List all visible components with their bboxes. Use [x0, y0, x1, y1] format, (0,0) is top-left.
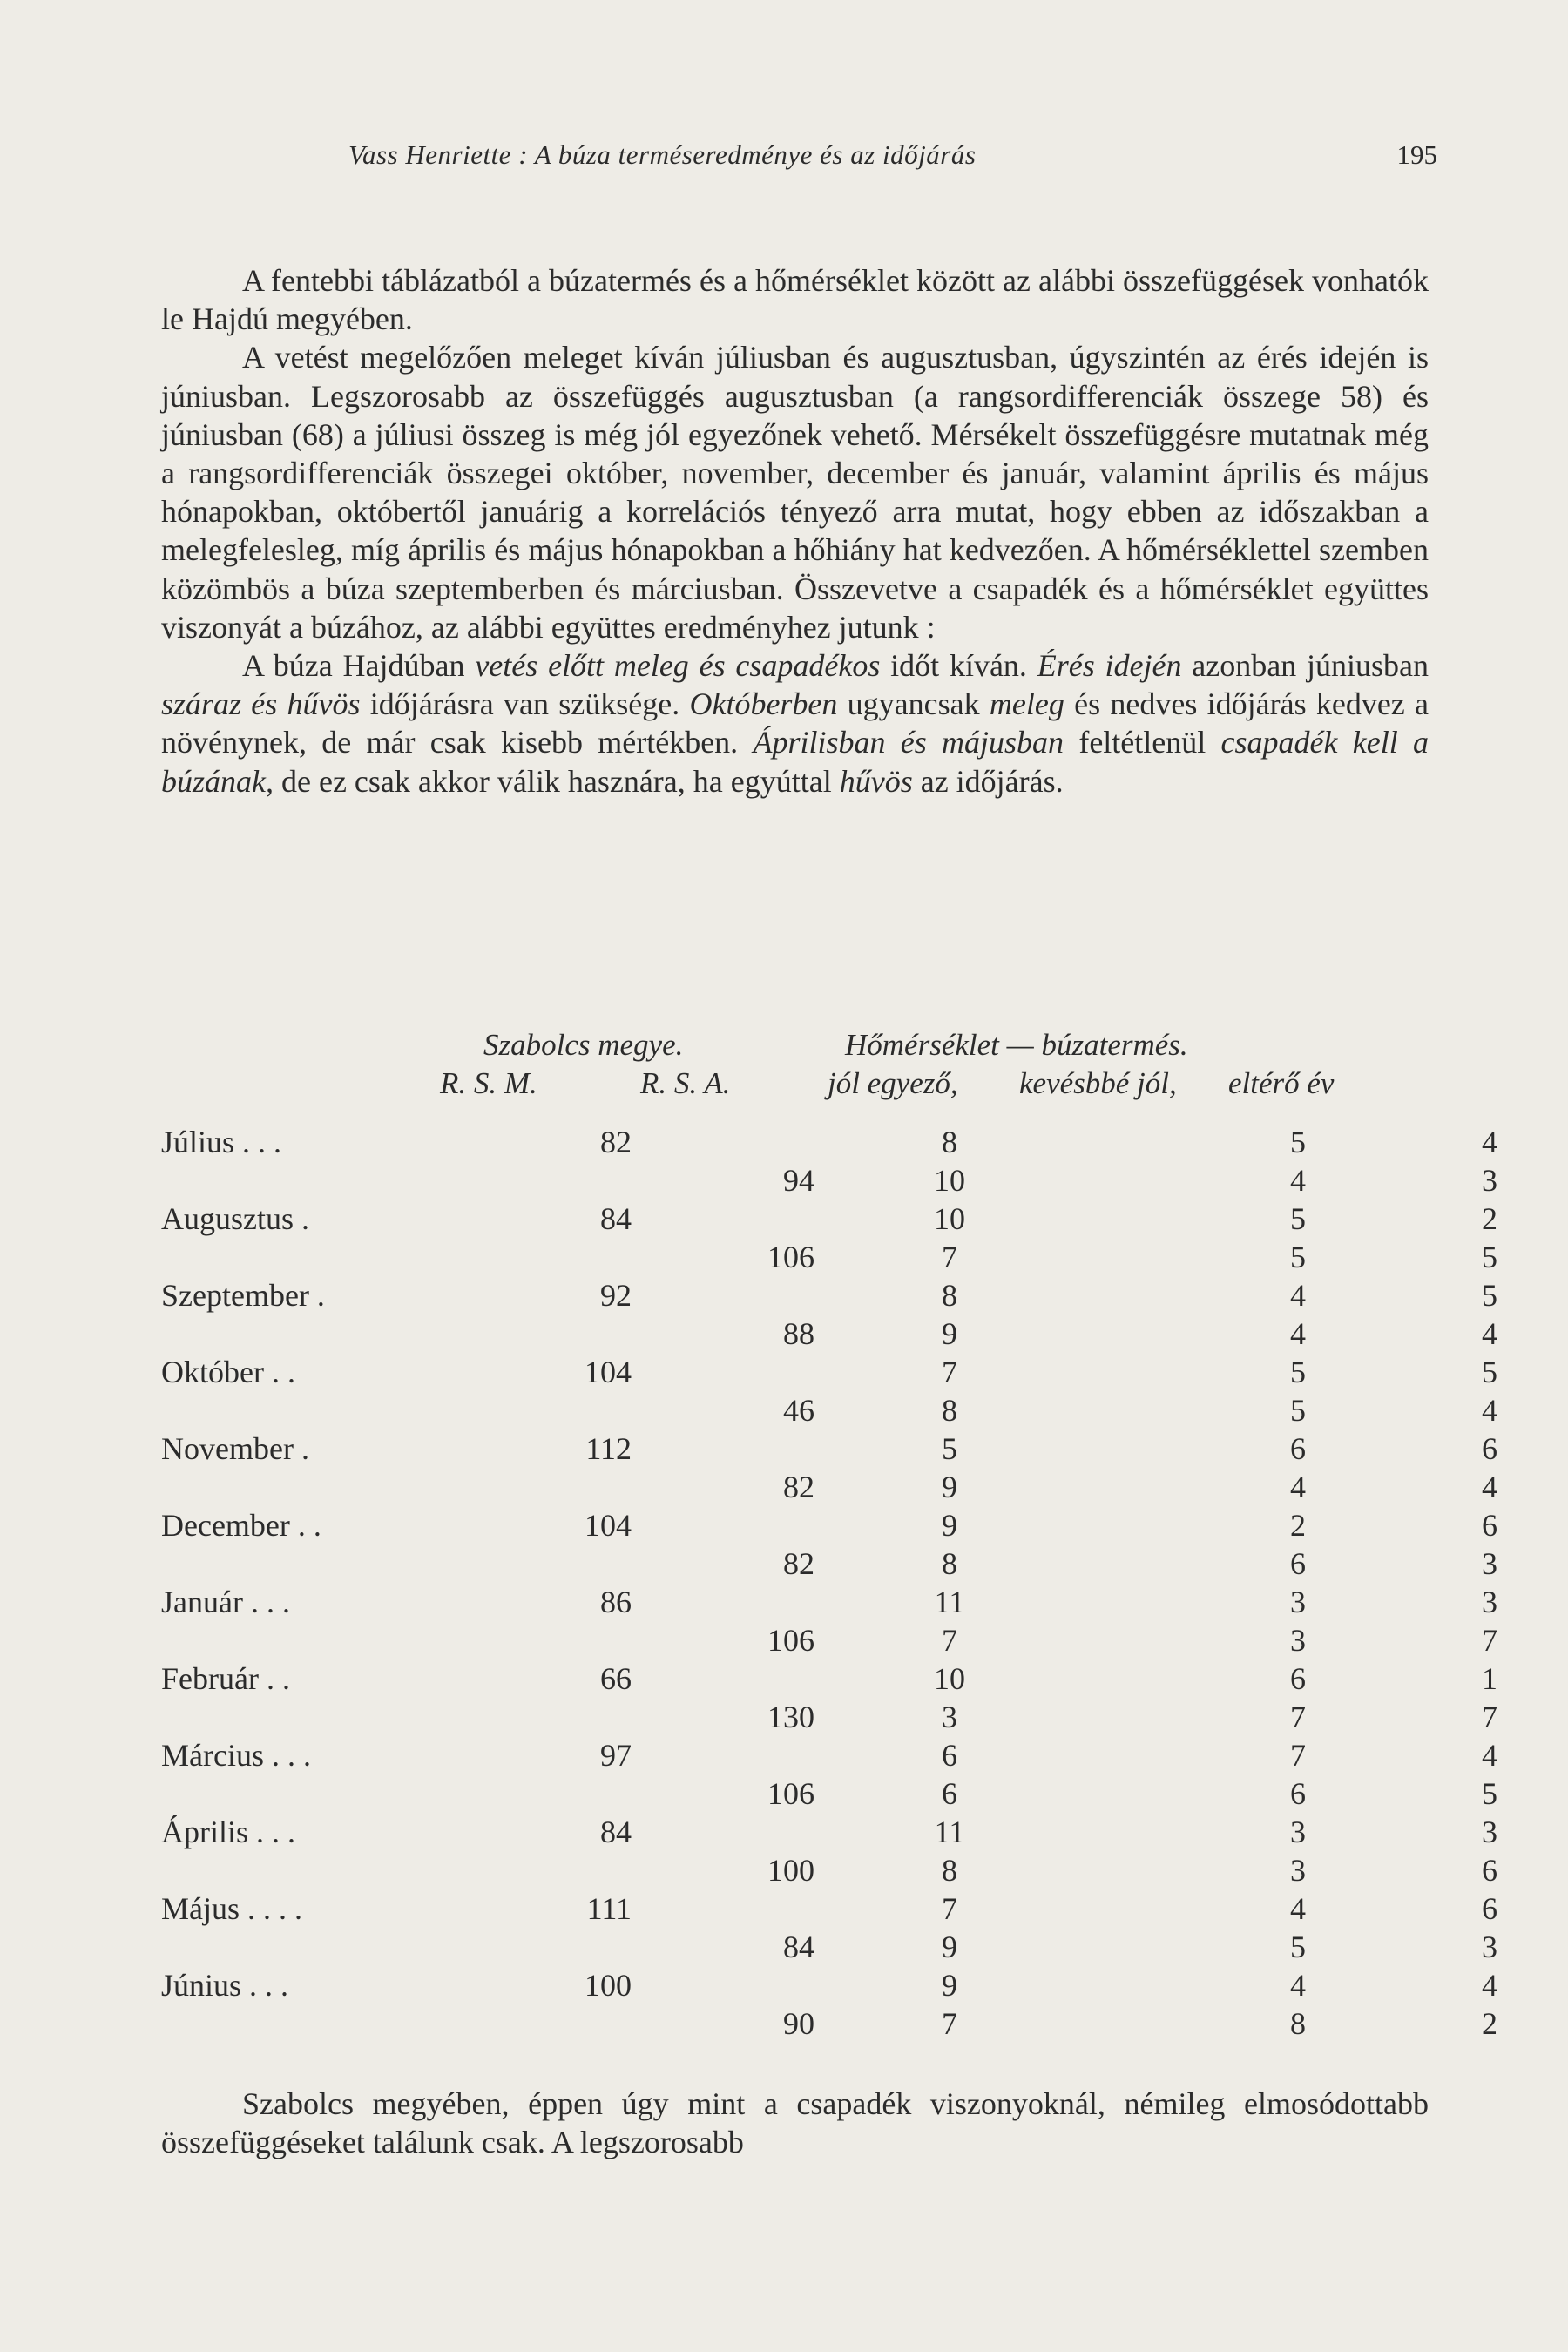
cell-b3: 3 — [1482, 1546, 1497, 1581]
cell-b2: 6 — [1290, 1776, 1306, 1811]
cell-month: Március . . . — [161, 1738, 311, 1773]
table-heading-left: Szabolcs megye. — [483, 1028, 684, 1062]
cell-month: Július . . . — [161, 1125, 282, 1159]
table-row — [161, 1660, 1497, 1737]
cell-rsa: 94 — [783, 1163, 814, 1198]
cell-b3: 2 — [1482, 2006, 1497, 2041]
cell-b1: 7 — [942, 2006, 957, 2041]
cell-b3: 4 — [1482, 1316, 1497, 1351]
cell-rsa: 106 — [767, 1240, 814, 1274]
cell-month: Október . . — [161, 1355, 295, 1389]
p3-text-m: feltétlenül — [1064, 725, 1221, 760]
cell-b2: 5 — [1290, 1393, 1306, 1428]
p3-text-e: azonban júniusban — [1181, 648, 1429, 684]
cell-rsm: 82 — [600, 1125, 632, 1159]
cell-rsm: 100 — [585, 1968, 632, 2003]
cell-a1: 8 — [942, 1125, 957, 1159]
cell-rsa: 82 — [783, 1546, 814, 1581]
cell-b1: 10 — [934, 1163, 965, 1198]
cell-b2: 7 — [1290, 1700, 1306, 1734]
cell-b3: 5 — [1482, 1240, 1497, 1274]
table-row — [161, 1507, 1497, 1584]
cell-rsa: 130 — [767, 1700, 814, 1734]
paragraph-3 — [161, 646, 1429, 801]
cell-month: Február . . — [161, 1661, 290, 1696]
cell-a2: 3 — [1290, 1815, 1306, 1849]
cell-a3: 3 — [1482, 1585, 1497, 1619]
table-row — [161, 1124, 1497, 1200]
cell-rsm: 97 — [600, 1738, 632, 1773]
p3-emphasis-j: meleg — [989, 686, 1064, 722]
cell-a3: 4 — [1482, 1125, 1497, 1159]
cell-rsm: 86 — [600, 1585, 632, 1619]
cell-a2: 3 — [1290, 1585, 1306, 1619]
cell-b3: 5 — [1482, 1776, 1497, 1811]
cell-b1: 7 — [942, 1623, 957, 1658]
cell-b3: 4 — [1482, 1470, 1497, 1504]
cell-rsm: 112 — [585, 1431, 632, 1466]
cell-month: Június . . . — [161, 1968, 289, 2003]
table-row — [161, 1584, 1497, 1660]
cell-a2: 4 — [1290, 1891, 1306, 1926]
cell-rsa: 106 — [767, 1776, 814, 1811]
cell-month: Szeptember . — [161, 1278, 325, 1313]
paragraph-bottom: Szabolcs megyében, éppen úgy mint a csapadék viszonyoknál, némileg elmosódottabb összefüggéseket találunk csak. A legszorosabb — [161, 2086, 1429, 2160]
table-row — [161, 1430, 1497, 1507]
cell-b2: 4 — [1290, 1163, 1306, 1198]
cell-a3: 2 — [1482, 1201, 1497, 1236]
cell-b1: 7 — [942, 1240, 957, 1274]
cell-rsm: 111 — [586, 1891, 632, 1926]
cell-a1: 7 — [942, 1355, 957, 1389]
cell-a2: 2 — [1290, 1508, 1306, 1543]
cell-a1: 8 — [942, 1278, 957, 1313]
table-row — [161, 1277, 1497, 1354]
body-text — [161, 261, 1429, 801]
cell-a1: 11 — [934, 1815, 965, 1849]
table-row — [161, 1814, 1497, 1890]
cell-b1: 3 — [942, 1700, 957, 1734]
p3-text-a: A búza Hajdúban — [242, 648, 476, 684]
cell-a3: 6 — [1482, 1431, 1497, 1466]
column-header-less-good: kevésbbé jól, — [1019, 1066, 1177, 1100]
cell-b2: 5 — [1290, 1240, 1306, 1274]
cell-b1: 8 — [942, 1393, 957, 1428]
cell-rsm: 104 — [585, 1355, 632, 1389]
cell-b1: 9 — [942, 1930, 957, 1964]
p3-text-o: de ez csak akkor válik hasznára, ha egyúttal — [274, 763, 840, 799]
cell-rsa: 100 — [767, 1853, 814, 1888]
cell-b1: 6 — [942, 1776, 957, 1811]
cell-rsm: 66 — [600, 1661, 632, 1696]
column-header-different: eltérő év — [1228, 1066, 1335, 1100]
cell-a1: 6 — [942, 1738, 957, 1773]
cell-a1: 5 — [942, 1431, 957, 1466]
cell-rsa: 88 — [783, 1316, 814, 1351]
cell-b2: 6 — [1290, 1546, 1306, 1581]
p3-text-i: ugyancsak — [837, 686, 990, 722]
table-row — [161, 1354, 1497, 1430]
table-row — [161, 1737, 1497, 1814]
cell-a3: 4 — [1482, 1968, 1497, 2003]
cell-a1: 9 — [942, 1968, 957, 2003]
cell-a2: 5 — [1290, 1355, 1306, 1389]
paragraph-2: A vetést megelőzően meleget kíván júliusban és augusztusban, úgyszintén az érés idején is júniusban. Legszorosabb az összefüggés augusztusban (a rangsordifferenciák összege 58) és júniusban (68) a júliusi összeg is még jól egyezőnek vehető. Mérsékelt összefüggésre mutatnak még a rangsordifferenciák összegei október, november, december és január, valamint április és május hónapokban, októbertől januárig a korrelációs tényező arra mutat, hogy ebben az időszakban a melegfelesleg, míg április és május hónapokban a hőhiány hat kedvezően. A hőmérséklettel szemben közömbös a búza szeptemberben és márciusban. Összevetve a csapadék és a hőmérséklet együttes viszonyát a búzához, az alábbi együttes eredményhez jutunk : — [161, 340, 1429, 645]
cell-a2: 6 — [1290, 1661, 1306, 1696]
cell-a2: 7 — [1290, 1738, 1306, 1773]
cell-b2: 4 — [1290, 1316, 1306, 1351]
cell-rsa: 90 — [783, 2006, 814, 2041]
p3-emphasis-n: csapadék kell a búzának, — [161, 725, 1429, 799]
cell-a1: 10 — [934, 1661, 965, 1696]
p3-emphasis-p: hűvös — [839, 763, 913, 799]
running-header — [166, 139, 1437, 178]
cell-month: Május . . . . — [161, 1891, 302, 1926]
cell-b2: 4 — [1290, 1470, 1306, 1504]
cell-a1: 9 — [942, 1508, 957, 1543]
paragraph-1: A fentebbi táblázatból a búzatermés és a hőmérséklet között az alábbi összefüggések vonhatók le Hajdú megyében. — [161, 263, 1429, 337]
cell-a3: 6 — [1482, 1891, 1497, 1926]
cell-a3: 5 — [1482, 1355, 1497, 1389]
cell-rsm: 104 — [585, 1508, 632, 1543]
cell-rsa: 106 — [767, 1623, 814, 1658]
table-row — [161, 1890, 1497, 1967]
footer-text — [161, 2085, 1429, 2161]
page-number: 195 — [1396, 139, 1437, 170]
cell-b3: 7 — [1482, 1623, 1497, 1658]
cell-b3: 6 — [1482, 1853, 1497, 1888]
cell-month: Január . . . — [161, 1585, 290, 1619]
cell-a2: 5 — [1290, 1125, 1306, 1159]
cell-a3: 4 — [1482, 1738, 1497, 1773]
cell-rsa: 84 — [783, 1930, 814, 1964]
cell-month: Április . . . — [161, 1815, 296, 1849]
table-heading-right: Hőmérséklet — búzatermés. — [845, 1028, 1188, 1062]
cell-month: November . — [161, 1431, 309, 1466]
table-row — [161, 1967, 1497, 2044]
cell-rsm: 84 — [600, 1201, 632, 1236]
cell-b2: 3 — [1290, 1853, 1306, 1888]
p3-emphasis-h: Októberben — [689, 686, 838, 722]
p3-text-k: és nedves időjárás kedvez a növénynek, de már csak kisebb mértékben. — [161, 686, 1429, 760]
p3-emphasis-l: Áprilisban és májusban — [753, 725, 1064, 760]
cell-b1: 9 — [942, 1470, 957, 1504]
cell-rsm: 84 — [600, 1815, 632, 1849]
cell-month: Augusztus . — [161, 1201, 309, 1236]
p3-text-g: időjárásra van szüksége. — [360, 686, 690, 722]
cell-b1: 8 — [942, 1546, 957, 1581]
column-header-rsm: R. S. M. — [440, 1066, 537, 1100]
cell-a3: 1 — [1482, 1661, 1497, 1696]
column-header-good: jól egyező, — [828, 1066, 958, 1100]
cell-b3: 4 — [1482, 1393, 1497, 1428]
cell-a3: 3 — [1482, 1815, 1497, 1849]
cell-a2: 5 — [1290, 1201, 1306, 1236]
p3-emphasis-b: vetés előtt meleg és csapadékos — [475, 648, 881, 684]
cell-a2: 4 — [1290, 1968, 1306, 2003]
cell-a1: 11 — [934, 1585, 965, 1619]
cell-a3: 6 — [1482, 1508, 1497, 1543]
cell-rsm: 92 — [600, 1278, 632, 1313]
cell-a1: 10 — [934, 1201, 965, 1236]
cell-rsa: 46 — [783, 1393, 814, 1428]
cell-month: December . . — [161, 1508, 321, 1543]
table-row — [161, 1200, 1497, 1277]
cell-rsa: 82 — [783, 1470, 814, 1504]
cell-b1: 8 — [942, 1853, 957, 1888]
cell-b2: 5 — [1290, 1930, 1306, 1964]
cell-a2: 4 — [1290, 1278, 1306, 1313]
column-header-rsa: R. S. A. — [640, 1066, 731, 1100]
p3-text-q: az időjárás. — [912, 763, 1064, 799]
p3-emphasis-f: száraz és hűvös — [161, 686, 361, 722]
cell-b3: 7 — [1482, 1700, 1497, 1734]
cell-b2: 3 — [1290, 1623, 1306, 1658]
running-title: Vass Henriette : A búza terméseredménye és az időjárás — [348, 139, 977, 170]
p3-emphasis-d: Érés idején — [1037, 648, 1182, 684]
cell-b1: 9 — [942, 1316, 957, 1351]
cell-a2: 6 — [1290, 1431, 1306, 1466]
p3-text-c: időt kíván. — [880, 648, 1037, 684]
cell-b3: 3 — [1482, 1930, 1497, 1964]
cell-a3: 5 — [1482, 1278, 1497, 1313]
cell-a1: 7 — [942, 1891, 957, 1926]
cell-b2: 8 — [1290, 2006, 1306, 2041]
cell-b3: 3 — [1482, 1163, 1497, 1198]
